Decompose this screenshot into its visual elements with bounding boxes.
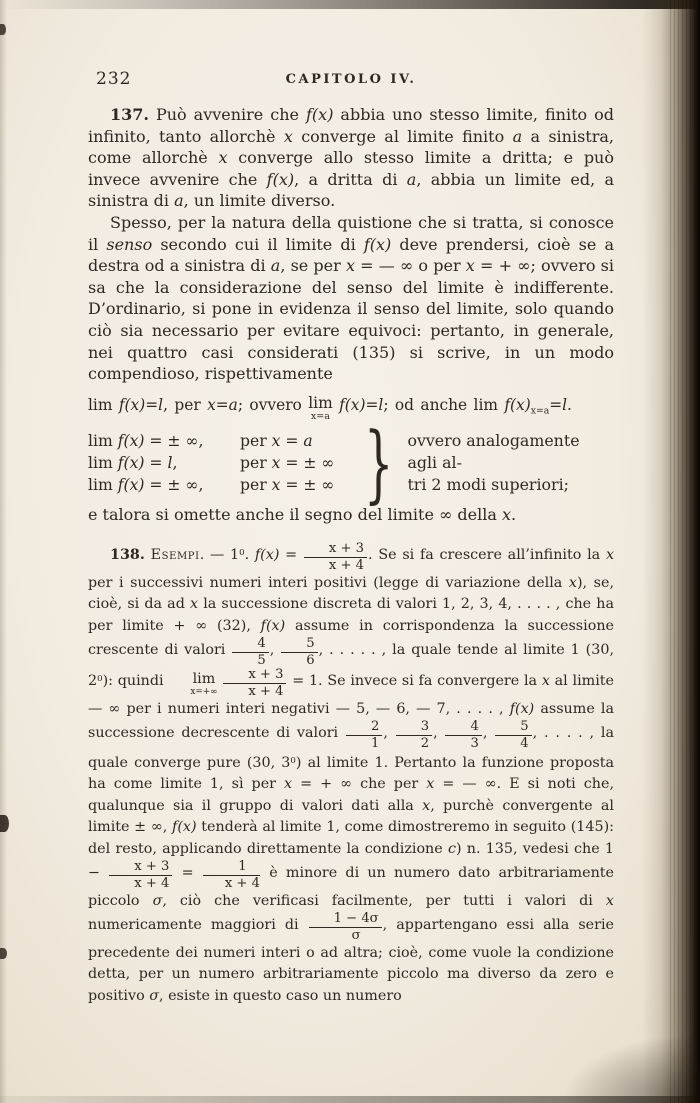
text-block [88, 68, 614, 1022]
scan-shadow-bottom [0, 1096, 700, 1103]
limit-case-lhs: lim f(x) = ± ∞, [88, 475, 204, 494]
fraction: $\frac{4}{5}$ [231, 637, 269, 668]
limit-operator: lim x=a [308, 393, 333, 423]
scan-shadow-left [0, 0, 7, 1103]
scan-shadow-top [0, 0, 700, 9]
paragraph-137-3: e talora si omette anche il segno del limite ∞ della x. [88, 504, 517, 524]
limit-case-row [88, 430, 360, 452]
limit-operator: lim x=+∞ [190, 671, 218, 697]
small-caps-word: Esempi [150, 547, 200, 564]
brace-note-line: tri 2 modi superiori; [407, 474, 569, 494]
limit-case-rhs: per x = a [240, 431, 313, 450]
limit-cases [88, 430, 360, 496]
limit-cases-group [88, 413, 614, 512]
limit-formula-line: lim f(x)=l, per x=a; ovvero lim x=a f(x)=l; od anche $\lim f(x)_{x=a}=l$. [88, 393, 572, 423]
fraction: $\frac{5}{4}$ [494, 720, 532, 751]
page-header [88, 68, 614, 92]
limit-case-lhs: lim f(x) = ± ∞, [88, 431, 204, 450]
fraction: $\frac{4}{3}$ [444, 720, 482, 751]
page-number: 232 [96, 69, 132, 89]
scan-blemish [0, 815, 9, 832]
right-brace: } [364, 413, 394, 512]
scan-shadow-corner [560, 1033, 700, 1103]
fraction: $\frac{5}{6}$ [280, 637, 318, 668]
book-edge-shadow [642, 0, 700, 1103]
paragraph-137-1: 137. Può avvenire che f(x) abbia uno stesso limite, finito od infinito, tanto allorchè x converge al limite finito a a sinistra, come allorchè x converge allo stesso limite a dritta; e può invece avvenire che f(x), a dritta di a, abbia un limite ed, a sinistra di a, un limite diverso. [88, 105, 615, 211]
paragraph-138: 138. Esempi. — $1^0$. f(x) = $\frac{x + 3}{x + 4}$ . Se si fa crescere all’infinito la x per i successivi numeri interi positivi (legge di variazione della x), se, cioè, si da ad x la successione discreta di valori 1, 2, 3, 4, . . . . , che ha per limite + ∞ (32), f(x) assume in corrispondenza la successione crescente di valori $\frac{4}{5}$ , $\frac{5}{6}$ , . . . . . , la quale tende al limite 1 (30, $2^0$): quindi lim x=+∞ $\frac{x + 3}{x + 4}$ = 1. Se invece si fa convergere la x al limite — ∞ per i numeri interi negativi — 5, — 6, — 7, . . . . , f(x) assume la successione decrescente di valori $\frac{2}{1}$ , $\frac{3}{2}$ , $\frac{4}{3}$ , $\frac{5}{4}$ , . . . . , la quale converge pure (30, $3^0$) al limite 1. Pertanto la funzione proposta ha come limite 1, sì per x = + ∞ che per x = — ∞. E si noti che, qualunque sia il gruppo di valori dati alla x, purchè convergente al limite ± ∞, f(x) tenderà al limite 1, come dimostreremo in seguito (145): del resto, applicando direttamente la condizione c) n. 135, vedesi che 1 − $\frac{x + 3}{x + 4}$ = $\frac{1}{x + 4}$ è minore di un numero dato arbitrariamente piccolo σ, ciò che verificasi facilmente, per tutti i valori di x numericamente maggiori di $\frac{1 - 4\sigma}{\sigma}$ , appartengano essi alla serie precedente dei numeri interi o ad altra; cioè, come vuole la condizione detta, per un numero arbitrariamente piccolo ma diverso da zero e positivo σ, esiste in questo caso un numero [88, 541, 615, 1004]
limit-case-rhs: per x = ± ∞ [240, 475, 335, 494]
fraction: $\frac{3}{2}$ [395, 720, 433, 751]
fraction: $\frac{1}{x + 4}$ [202, 860, 261, 891]
scan-blemish [0, 24, 6, 35]
limit-case-rhs: per x = ± ∞ [240, 453, 335, 472]
fraction: $\frac{x + 3}{x + 4}$ [303, 542, 368, 573]
brace-note-line: ovvero analogamente agli al- [407, 430, 580, 472]
scan-blemish [0, 948, 7, 959]
brace-note [405, 430, 614, 496]
fraction: $\frac{2}{1}$ [345, 720, 383, 751]
limit-case-row [88, 452, 360, 474]
chapter-title: CAPITOLO IV. [285, 72, 417, 87]
fraction: $\frac{x + 3}{x + 4}$ [222, 668, 287, 699]
fraction: $\frac{1 - 4\sigma}{\sigma}$ [308, 912, 383, 943]
paragraph-137-2: Spesso, per la natura della quistione che si tratta, si conosce il senso secondo cui il limite di f(x) deve prendersi, cioè se a destra od a sinistra di a, se per x = — ∞ o per x = + ∞; ovvero si sa che la considerazione del senso del limite è indifferente. D’ordinario, si pone in evidenza il senso del limite, solo quando ciò sia necessario per evitare equivoci: pertanto, in generale, nei quattro casi considerati (135) si scrive, in un modo compendioso, rispettivamente [88, 212, 615, 384]
book-page-edges [670, 0, 696, 1103]
fraction: $\frac{x + 3}{x + 4}$ [108, 860, 173, 891]
limit-case-row [88, 474, 360, 496]
limit-case-lhs: lim f(x) = l, [88, 453, 178, 472]
